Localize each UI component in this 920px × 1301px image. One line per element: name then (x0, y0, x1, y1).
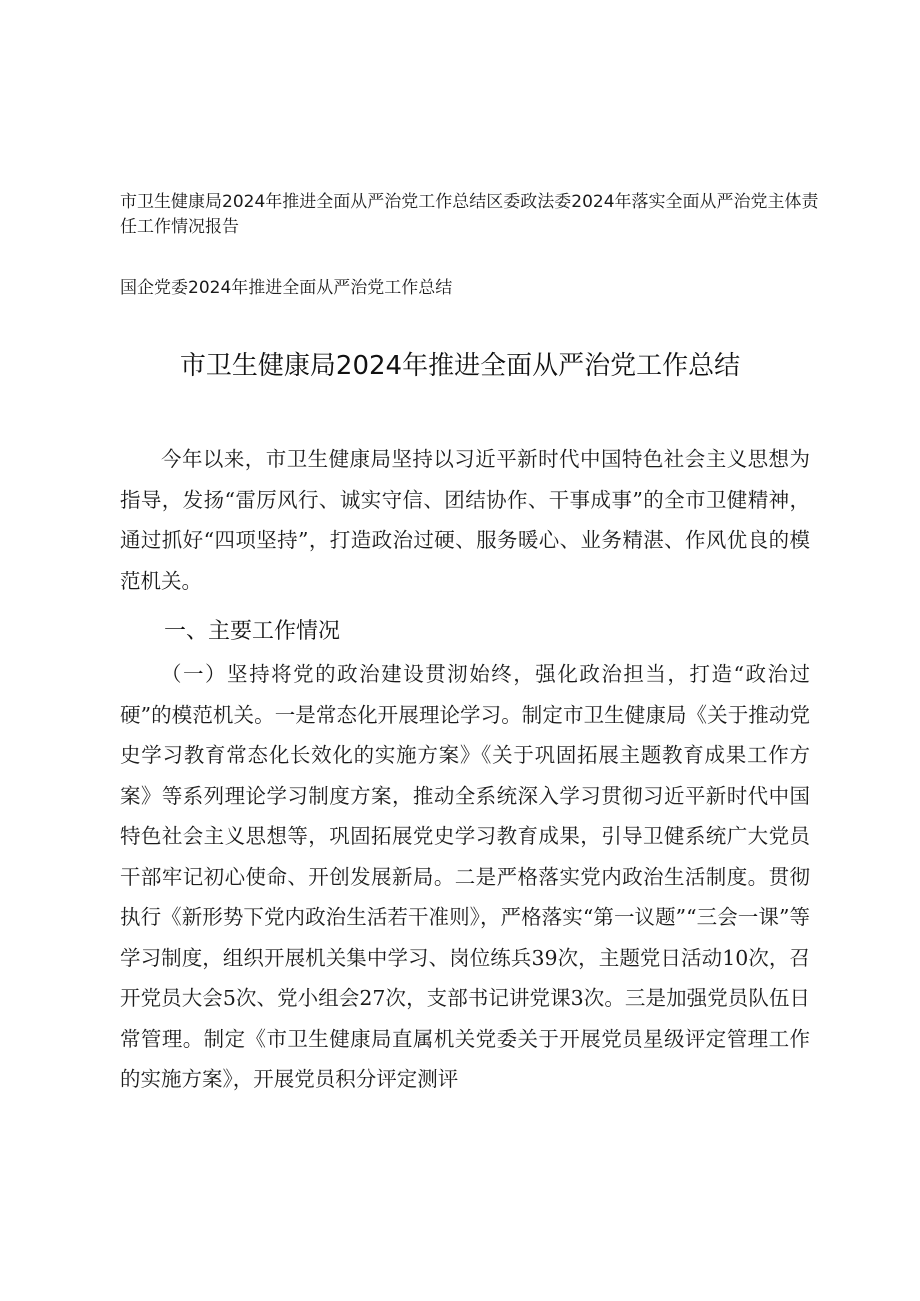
intro-paragraph: 今年以来，市卫生健康局坚持以习近平新时代中国特色社会主义思想为指导，发扬“雷厉风行、诚实守信、团结协作、干事成事”的全市卫健精神，通过抓好“四项坚持”，打造政治过硬、服务暖心、业务精湛、作风优良的模范机关。 (120, 447, 810, 593)
section-1-paragraph-1: （一）坚持将党的政治建设贯沏始终，强化政治担当，打造“政治过硬”的模范机关。一是常态化开展理论学习。制定市卫生健康局《关于推动党史学习教育常态化长效化的实施方案》《关于巩固拓展主题教育成果工作方案》等系列理论学习制度方案，推动全系统深入学习贯彻习近平新时代中国特色社会主义思想等，巩固拓展党史学习教育成果，引导卫健系统广大党员干部牢记初心使命、开创发展新局。二是严格落实党内政治生活制度。贯彻执行《新形势下党内政治生活若干准则》，严格落实“第一议题”“三会一课”等学习制度，组织开展机关集中学习、岗位练兵39次，主题党日活动10次，召开党员大会5次、党小组会27次，支部书记讲党课3次。三是加强党员队伍日常管理。制定《市卫生健康局直属机关党委关于开展党员星级评定管理工作的实施方案》，开展党员积分评定测评 (120, 662, 810, 1091)
section-heading-1: 一、主要工作情况 (164, 619, 341, 644)
toc-entry-2: 国企党委2024年推进全面从严治党工作总结 (120, 278, 453, 298)
document-title: 市卫生健康局2024年推进全面从严治党工作总结 (179, 351, 741, 381)
toc-entry-1: 市卫生健康局2024年推进全面从严治党工作总结区委政法委2024年落实全面从严治党主体责任工作情况报告 (120, 192, 819, 237)
